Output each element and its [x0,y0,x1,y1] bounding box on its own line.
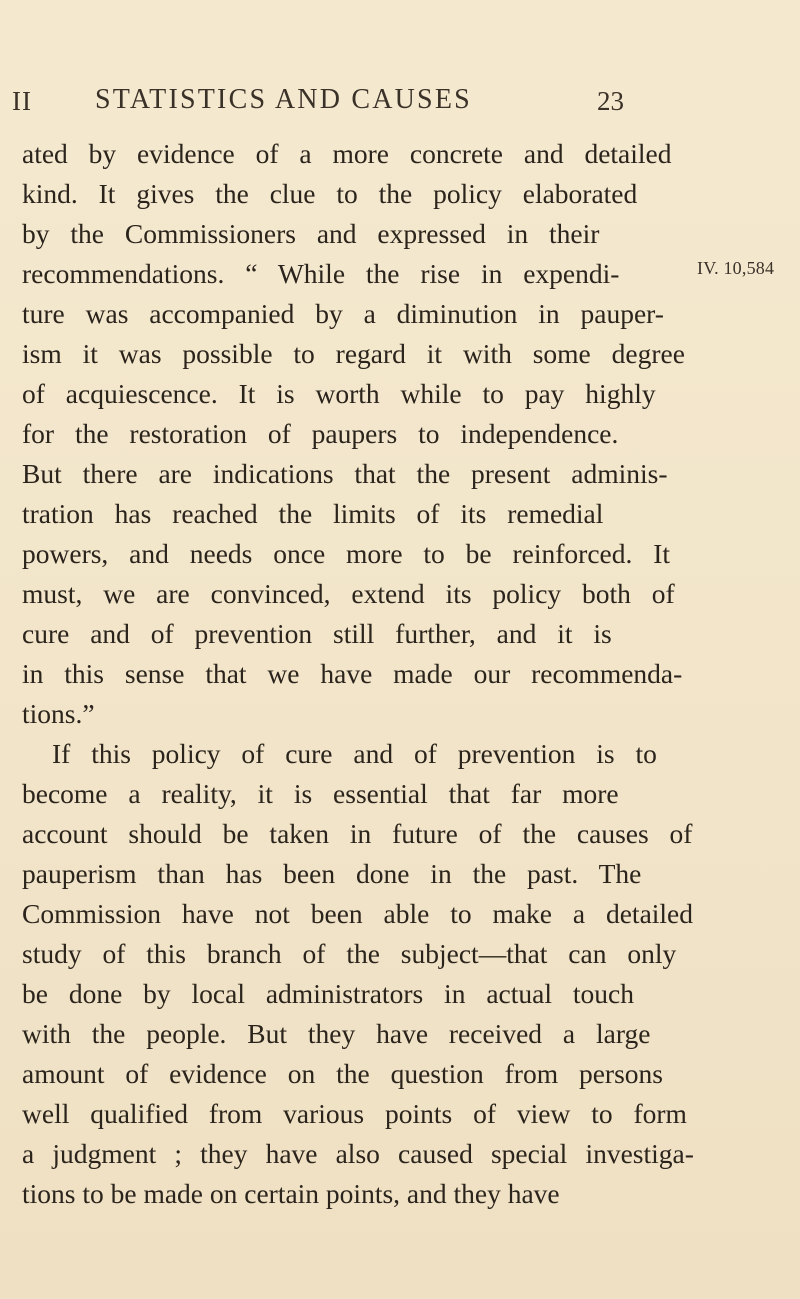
margin-reference: IV. 10,584 [697,258,775,278]
text-line: But there are indications that the present adminis- [22,458,668,489]
text-line: in this sense that we have made our recommenda- [22,658,683,689]
text-line: by the Commissioners and expressed in their [22,218,600,249]
text-line: become a reality, it is essential that far more [22,778,619,809]
text-line: study of this branch of the subject—that can only [22,938,677,969]
text-line: amount of evidence on the question from persons [22,1058,663,1089]
text-line: tration has reached the limits of its remedial [22,498,604,529]
text-line: kind. It gives the clue to the policy elaborated [22,178,638,209]
text-line: cure and of prevention still further, and it is [22,618,612,649]
running-head: STATISTICS AND CAUSES [95,84,472,115]
text-line: well qualified from various points of view to form [22,1098,687,1129]
text-line: tions to be made on certain points, and they have [22,1178,560,1209]
text-line: account should be taken in future of the causes of [22,818,693,849]
text-line: tions.” [22,698,95,729]
page-header [0,86,800,126]
chapter-number: II [12,86,32,116]
text-line: of acquiescence. It is worth while to pay highly [22,378,656,409]
text-line: with the people. But they have received a large [22,1018,651,1049]
text-line: ism it was possible to regard it with some degree [22,338,685,369]
text-line: for the restoration of paupers to independence. [22,418,619,449]
text-line: must, we are convinced, extend its policy both of [22,578,675,609]
text-line: ated by evidence of a more concrete and detailed [22,138,672,169]
text-line: ture was accompanied by a diminution in pauper- [22,298,664,329]
text-line: powers, and needs once more to be reinforced. It [22,538,671,569]
text-line: be done by local administrators in actual touch [22,978,634,1009]
text-line: a judgment ; they have also caused special investiga- [22,1138,694,1169]
text-line: pauperism than has been done in the past. The [22,858,642,889]
page-folio: 23 [597,86,624,116]
text-line: recommendations. “ While the rise in expendi- [22,258,620,289]
text-line: Commission have not been able to make a detailed [22,898,694,929]
text-line: If this policy of cure and of prevention is to [52,738,657,769]
